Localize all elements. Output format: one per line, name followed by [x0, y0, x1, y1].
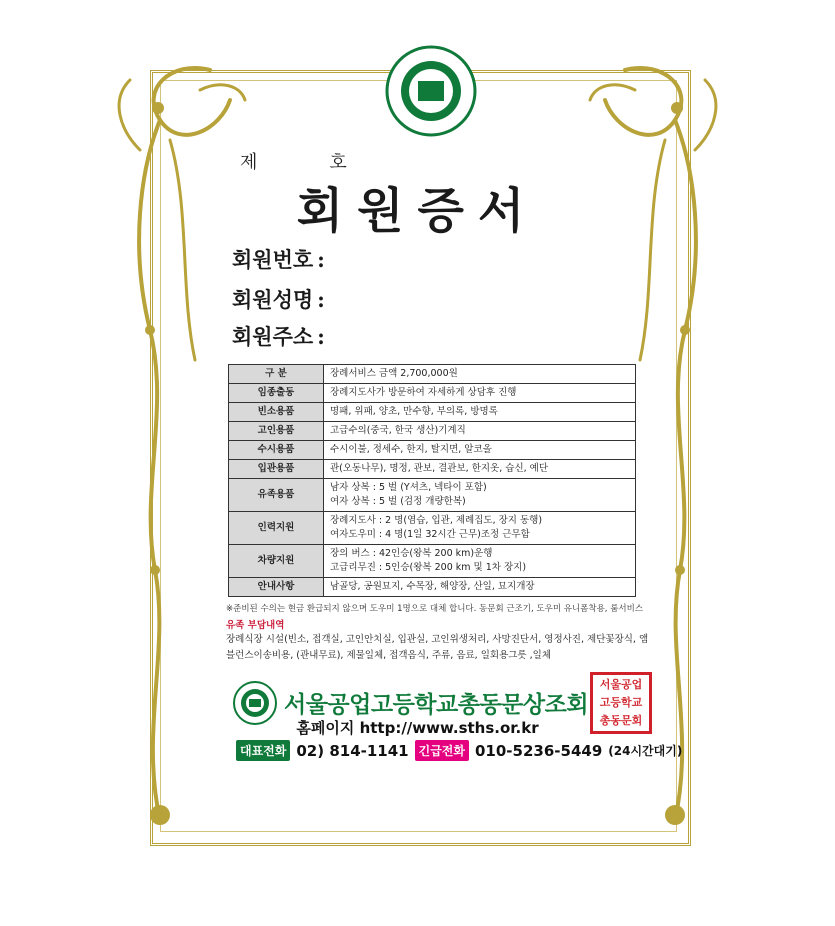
table-row	[229, 441, 636, 460]
row-label: 수시용품	[229, 441, 324, 460]
main-phone-badge: 대표전화	[236, 740, 290, 761]
table-row	[229, 384, 636, 403]
row-value	[324, 460, 636, 479]
page-title: 회원증서	[296, 183, 539, 239]
association-name: 서울공업고등학교총동문상조회	[284, 692, 589, 718]
stamp-line: 서울공업	[599, 678, 643, 691]
row-value-line: 장례서비스 금액 2,700,000원	[330, 368, 458, 379]
field-colon: :	[317, 247, 325, 272]
row-value	[324, 479, 636, 512]
member-number-field	[232, 244, 325, 274]
row-value-line: 고급리무진 : 5인승(왕복 200 km 및 1차 장지)	[330, 562, 527, 573]
row-label: 구 분	[229, 365, 324, 384]
row-label: 임종출동	[229, 384, 324, 403]
table-row	[229, 365, 636, 384]
school-seal-icon	[385, 45, 477, 137]
service-table	[228, 364, 636, 597]
number-prefix: 제	[240, 152, 260, 173]
row-value-line: 장례지도사가 방문하여 자세하게 상담후 진행	[330, 387, 517, 398]
row-value	[324, 403, 636, 422]
emergency-phone-number[interactable]: 010-5236-5449	[475, 741, 603, 760]
row-value-line: 고급수의(중국, 한국 생산)기계직	[330, 425, 466, 436]
member-address-field	[232, 321, 325, 351]
number-suffix: 호	[329, 152, 349, 173]
contact-line	[236, 740, 682, 761]
row-value-line: 명패, 위패, 양초, 만수향, 부의록, 방명록	[330, 406, 498, 417]
table-row	[229, 403, 636, 422]
field-label: 회원번호	[232, 247, 314, 272]
row-label: 차량지원	[229, 545, 324, 578]
homepage-label: 홈페이지	[296, 719, 355, 737]
stamp-line: 총동문회	[599, 714, 643, 727]
field-label: 회원성명	[232, 287, 314, 312]
row-value	[324, 545, 636, 578]
member-name-field	[232, 284, 325, 314]
table-row	[229, 578, 636, 597]
table-row	[229, 479, 636, 512]
row-label: 빈소용품	[229, 403, 324, 422]
row-value	[324, 578, 636, 597]
notice-text: ※준비된 수의는 현금 환급되지 않으며 도우미 1명으로 대체 합니다. 동문회 근조기, 도우미 유니폼착용, 룸서비스	[226, 604, 644, 614]
certificate-number-line	[240, 148, 349, 174]
field-colon: :	[317, 287, 325, 312]
table-row	[229, 545, 636, 578]
table-row	[229, 460, 636, 479]
field-label: 회원주소	[232, 324, 314, 349]
row-value	[324, 384, 636, 403]
row-value-line: 남골당, 공원묘지, 수목장, 해양장, 산일, 묘지개장	[330, 581, 535, 592]
field-colon: :	[317, 324, 325, 349]
row-value-line: 여자도우미 : 4 명(1일 32시간 근무)조정 근무함	[330, 529, 530, 540]
emergency-note: (24시간대기)	[608, 744, 683, 758]
row-label: 고인용품	[229, 422, 324, 441]
table-row	[229, 512, 636, 545]
row-label: 유족용품	[229, 479, 324, 512]
row-value-line: 여자 상복 : 5 벌 (검정 개량한복)	[330, 496, 466, 507]
main-phone-number[interactable]: 02) 814-1141	[296, 741, 409, 760]
row-value-line: 수시이불, 정세수, 한지, 탈지면, 알코올	[330, 444, 492, 455]
row-label: 안내사항	[229, 578, 324, 597]
stamp-line: 고등학교	[599, 696, 643, 709]
row-label: 인력지원	[229, 512, 324, 545]
row-value	[324, 422, 636, 441]
row-value-line: 장의 버스 : 42인승(왕복 200 km)운행	[330, 548, 493, 559]
row-value-line: 장례지도사 : 2 명(염습, 입관, 제례집도, 장지 동행)	[330, 515, 543, 526]
row-value	[324, 365, 636, 384]
row-value	[324, 441, 636, 460]
emergency-phone-badge: 긴급전화	[415, 740, 469, 761]
family-burden-title: 유족 부담내역	[226, 620, 285, 631]
family-burden-text: 장례식장 시설(빈소, 접객실, 고인안치실, 입관실, 고인위생처리, 사망진단서, 영정사진, 제단꽃장식, 앰블런스이송비용, (관내무료), 제물일체, 접객음식, 주류, 음료, 일회용그릇 ,일체	[226, 634, 649, 661]
row-value	[324, 512, 636, 545]
homepage-line	[0, 717, 835, 738]
row-value-line: 남자 상복 : 5 벌 (Y셔츠, 넥타이 포함)	[330, 482, 487, 493]
table-row	[229, 422, 636, 441]
row-value-line: 관(오동나무), 명정, 관보, 결관보, 한지옷, 습신, 예단	[330, 463, 549, 474]
homepage-link[interactable]: http://www.sths.or.kr	[359, 719, 539, 737]
row-label: 입관용품	[229, 460, 324, 479]
